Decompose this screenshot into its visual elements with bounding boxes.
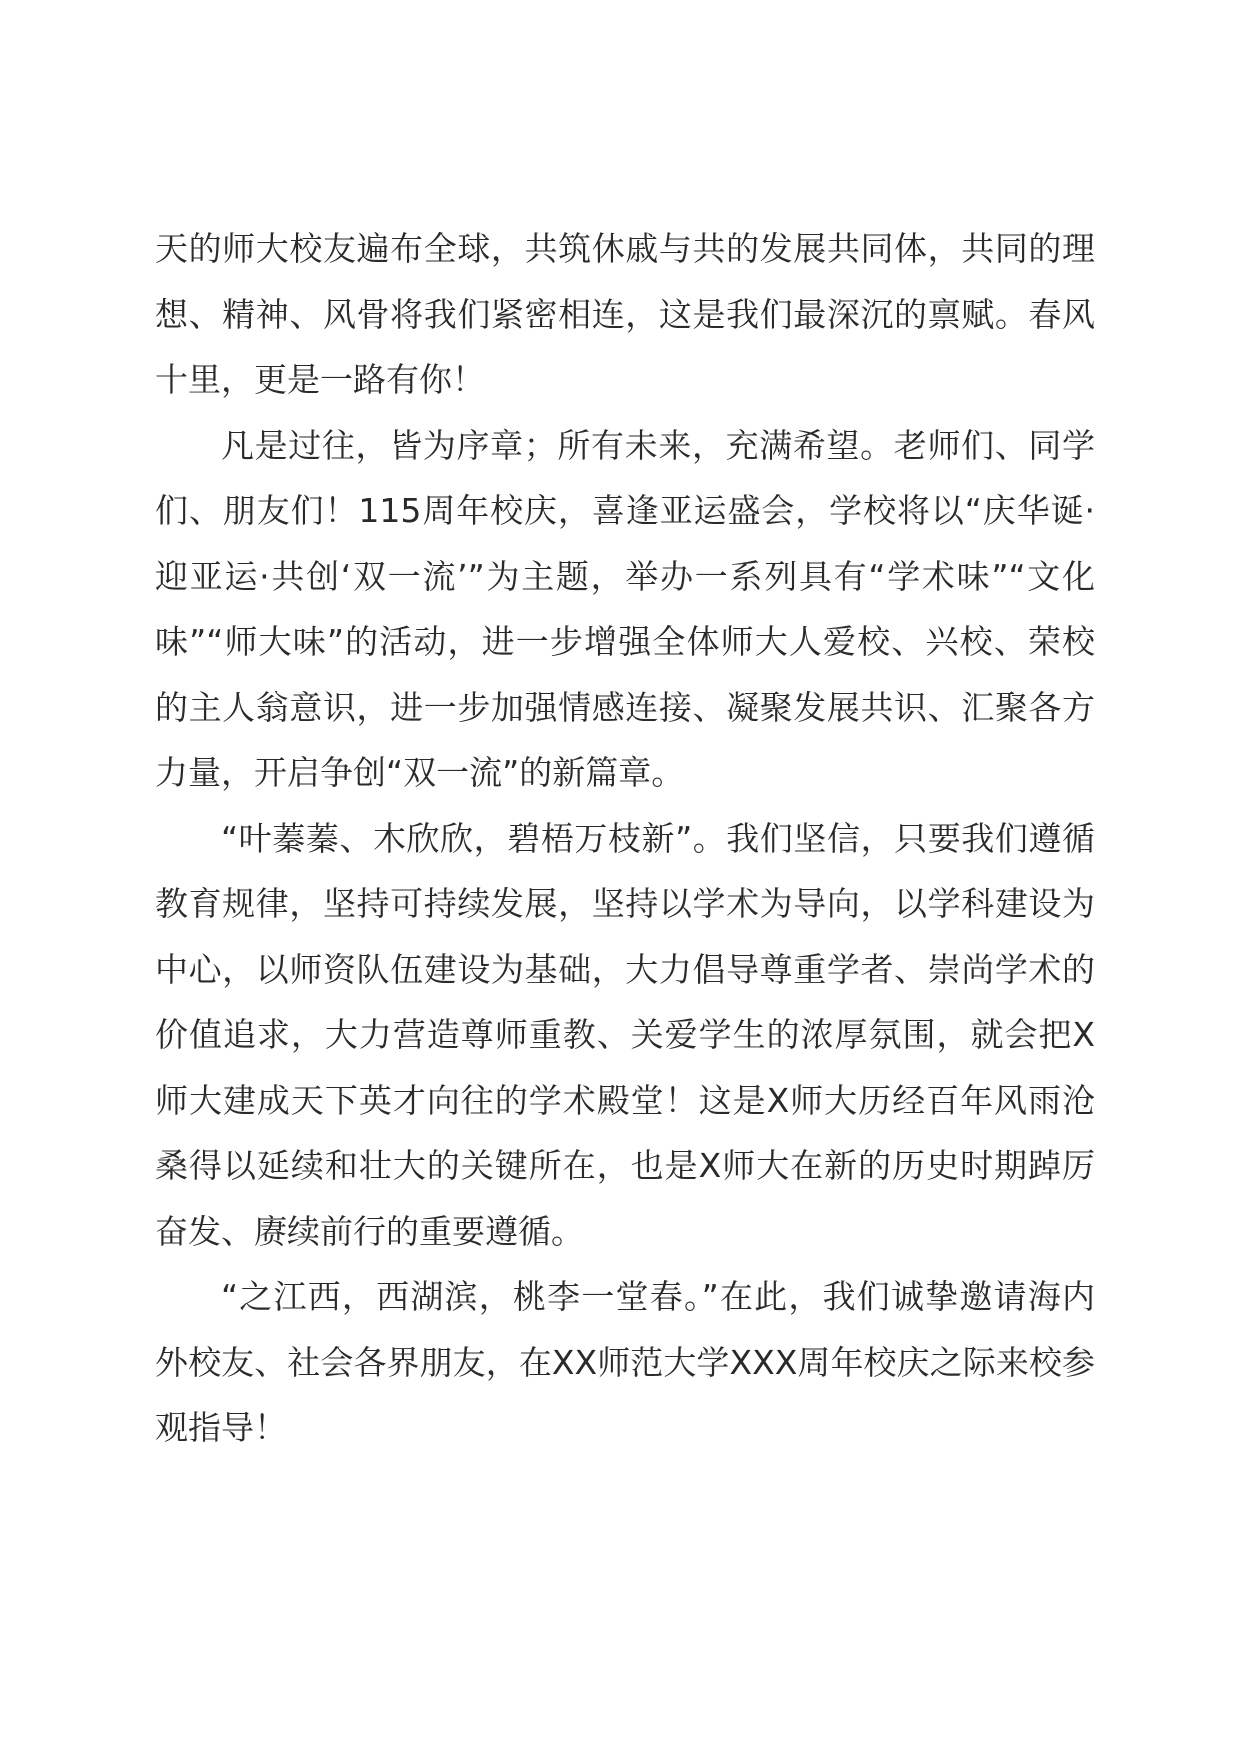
paragraph-anniversary-plan: 凡是过往，皆为序章；所有未来，充满希望。老师们、同学们、朋友们！115周年校庆，喜逢亚运盛会，学校将以“庆华诞·迎亚运·共创‘双一流’”为主题，举办一系列具有“学术味”“文化味”“师大味”的活动，进一步增强全体师大人爱校、兴校、荣校的主人翁意识，进一步加强情感连接、凝聚发展共识、汇聚各方力量，开启争创“双一流”的新篇章。 bbox=[155, 425, 1095, 792]
paragraph-commitment: “叶蓁蓁、木欣欣，碧梧万枝新”。我们坚信，只要我们遵循教育规律，坚持可持续发展，坚持以学术为导向，以学科建设为中心，以师资队伍建设为基础，大力倡导尊重学者、崇尚学术的价值追求，大力营造尊师重教、关爱学生的浓厚氛围，就会把X师大建成天下英才向往的学术殿堂！这是X师大历经百年风雨沧桑得以延续和壮大的关键所在，也是X师大在新的历史时期踔厉奋发、赓续前行的重要遵循。 bbox=[155, 818, 1095, 1251]
paragraph-continued: 天的师大校友遍布全球，共筑休戚与共的发展共同体，共同的理想、精神、风骨将我们紧密相连，这是我们最深沉的禀赋。春风十里，更是一路有你！ bbox=[155, 229, 1095, 399]
paragraph-invitation: “之江西，西湖滨，桃李一堂春。”在此，我们诚挚邀请海内外校友、社会各界朋友，在XX师范大学XXX周年校庆之际来校参观指导！ bbox=[155, 1277, 1095, 1447]
document-body bbox=[155, 216, 1095, 1461]
